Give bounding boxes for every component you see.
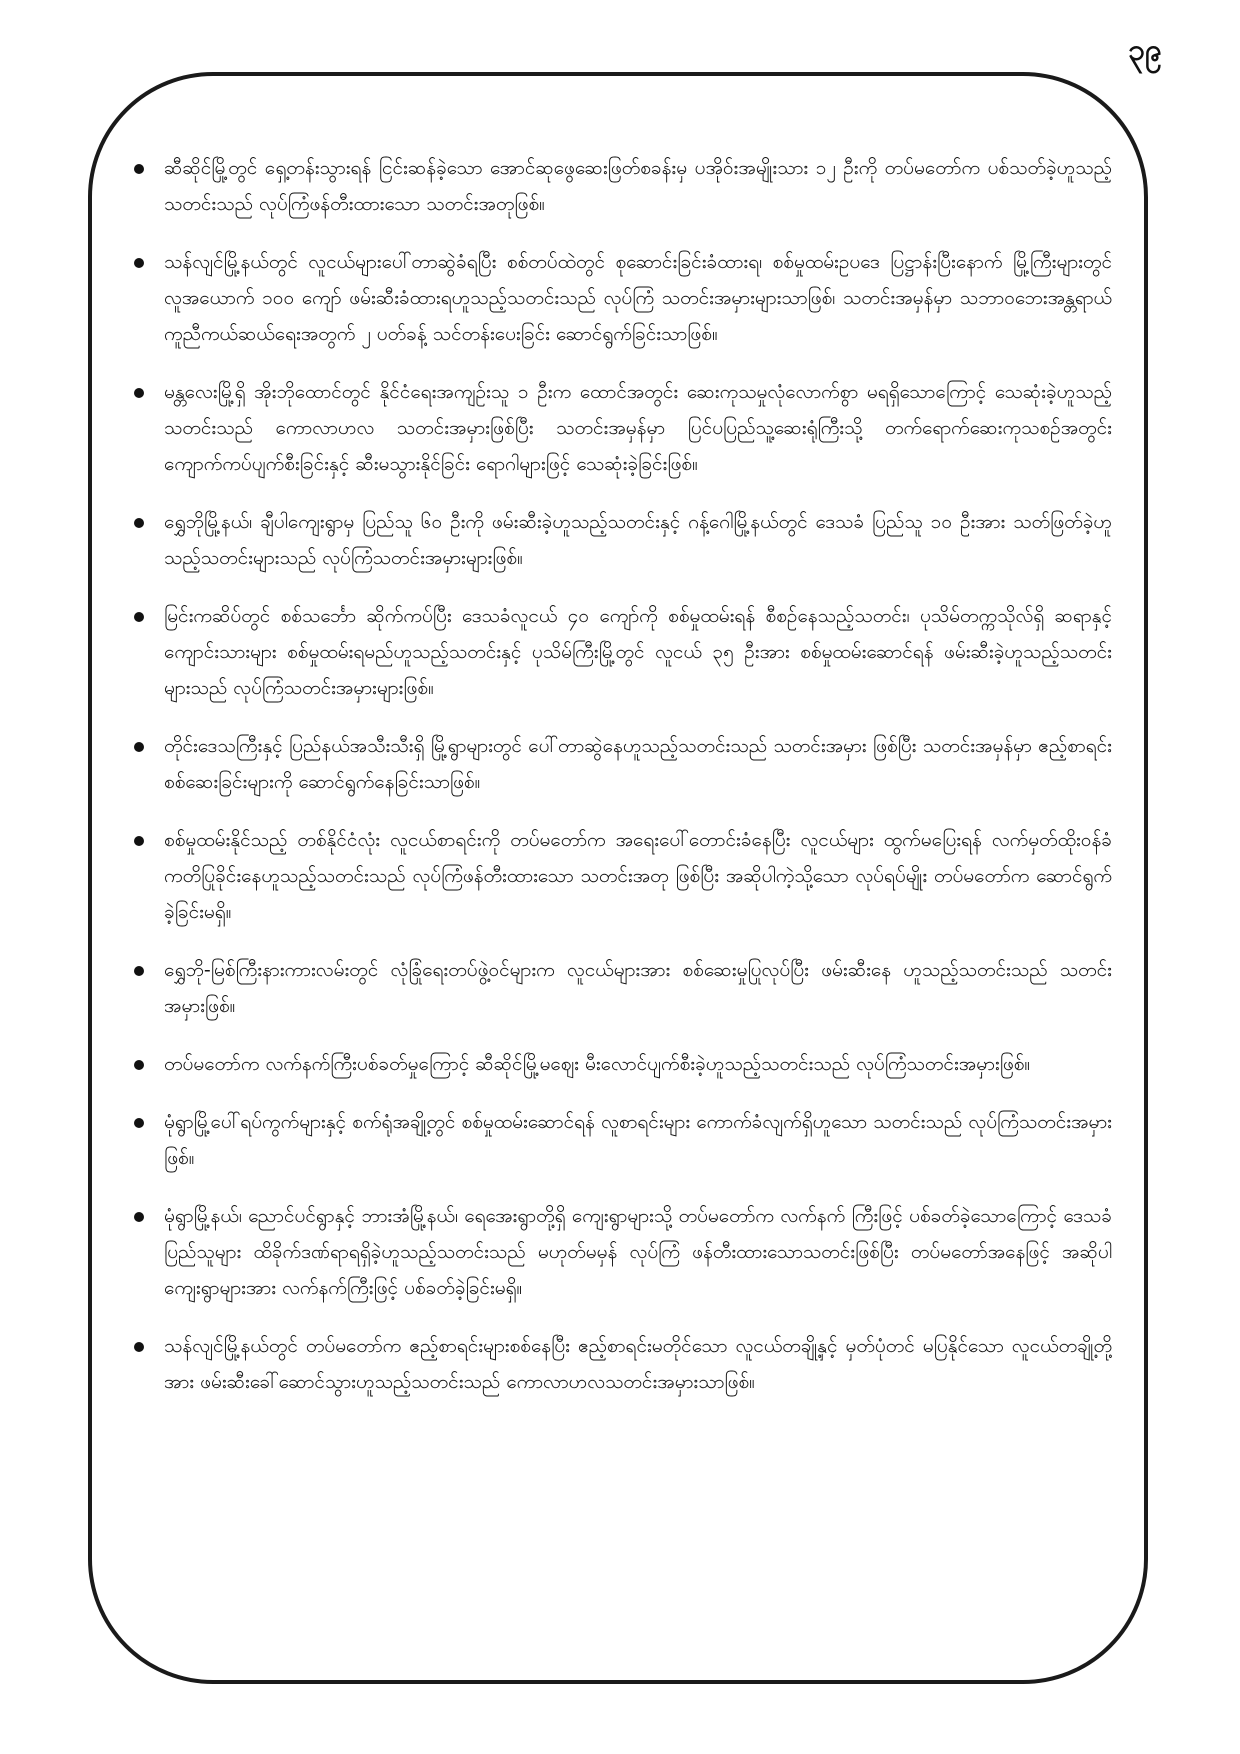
- list-item-text: မန္တလေးမြို့ရှိ အိုးဘိုထောင်တွင် နိုင်ငံရေးအကျဉ်းသူ ၁ ဦးက ထောင်အတွင်း ဆေးကုသမှုလုံလောက်စွာ မရရှိသောကြောင့် သေဆုံးခဲ့ဟူသည့်သတင်းသည် ကောလာဟလ သတင်းအမှားဖြစ်ပြီး သတင်းအမှန်မှာ ပြင်ပပြည်သူ့ဆေးရုံကြီးသို့ တက်ရောက်ဆေးကုသစဉ်အတွင်း ကျောက်ကပ်ပျက်စီးခြင်းနှင့် ဆီးမသွားနိုင်ခြင်း ရောဂါများဖြင့် သေဆုံးခဲ့ခြင်းဖြစ်။: [164, 381, 1112, 475]
- bullet-icon: [134, 742, 144, 752]
- bullet-icon: [134, 1342, 144, 1352]
- list-item-text: ရွှေဘိုမြို့နယ်၊ ချီပါကျေးရွာမှ ပြည်သူ ၆၀ ဦးကို ဖမ်းဆီးခဲ့ဟူသည့်သတင်းနှင့် ဂန့်ဂေါမြို့နယ်တွင် ဒေသခံ ပြည်သူ ၁၀ ဦးအား သတ်ဖြတ်ခဲ့ဟူသည့်သတင်းများသည် လုပ်ကြံသတင်းအမှားများဖြစ်။: [164, 511, 1112, 569]
- list-item-text: မုံရွာမြို့ပေါ်ရပ်ကွက်များနှင့် စက်ရုံအချို့တွင် စစ်မှုထမ်းဆောင်ရန် လူစာရင်းများ ကောက်ခံလျက်ရှိဟူသော သတင်းသည် လုပ်ကြံသတင်းအမှားဖြစ်။: [164, 1111, 1112, 1169]
- list-item: [134, 504, 1112, 576]
- bullet-icon: [134, 388, 144, 398]
- list-item-text: မြင်းကဆိပ်တွင် စစ်သင်္ဘော ဆိုက်ကပ်ပြီး ဒေသခံလူငယ် ၄၀ ကျော်ကို စစ်မှုထမ်းရန် စီစဉ်နေသည့်သတင်း၊ ပုသိမ်တက္ကသိုလ်ရှိ ဆရာနှင့် ကျောင်းသားများ စစ်မှုထမ်းရမည်ဟူသည့်သတင်းနှင့် ပုသိမ်ကြီးမြို့တွင် လူငယ် ၃၅ ဦးအား စစ်မှုထမ်းဆောင်ရန် ဖမ်းဆီးခဲ့ဟူသည့်သတင်းများသည် လုပ်ကြံသတင်းအမှားများဖြစ်။: [164, 605, 1112, 699]
- bullet-icon: [134, 612, 144, 622]
- bullet-icon: [134, 966, 144, 976]
- bullet-list: [134, 150, 1112, 1422]
- list-item: [134, 598, 1112, 706]
- list-item-text: ဆီဆိုင်မြို့တွင် ရှေ့တန်းသွားရန် ငြင်းဆန်ခဲ့သော အောင်ဆုဖွေဆေးဖြတ်စခန်းမှ ပအိုဝ်းအမျိုးသား ၁၂ ဦးကို တပ်မတော်က ပစ်သတ်ခဲ့ဟူသည့်သတင်းသည် လုပ်ကြံဖန်တီးထားသော သတင်းအတုဖြစ်။: [164, 157, 1112, 215]
- bullet-icon: [134, 258, 144, 268]
- list-item-text: တပ်မတော်က လက်နက်ကြီးပစ်ခတ်မှုကြောင့် ဆီဆိုင်မြို့မဈေး မီးလောင်ပျက်စီးခဲ့ဟူသည့်သတင်းသည် လုပ်ကြံသတင်းအမှားဖြစ်။: [164, 1053, 1031, 1075]
- list-item: [134, 244, 1112, 352]
- list-item: [134, 1198, 1112, 1306]
- list-item: [134, 728, 1112, 800]
- page-number: ၃၉: [1128, 33, 1162, 68]
- list-item: [134, 1328, 1112, 1400]
- list-item-text: စစ်မှုထမ်းနိုင်သည့် တစ်နိုင်ငံလုံး လူငယ်စာရင်းကို တပ်မတော်က အရေးပေါ်တောင်းခံနေပြီး လူငယ်များ ထွက်မပြေးရန် လက်မှတ်ထိုးဝန်ခံကတိပြုခိုင်းနေဟူသည့်သတင်းသည် လုပ်ကြံဖန်တီးထားသော သတင်းအတု ဖြစ်ပြီး အဆိုပါကဲ့သို့သော လုပ်ရပ်မျိုး တပ်မတော်က ဆောင်ရွက်ခဲ့ခြင်းမရှိ။: [164, 829, 1112, 923]
- bullet-icon: [134, 1118, 144, 1128]
- list-item-text: ရွှေဘို-မြစ်ကြီးနားကားလမ်းတွင် လုံခြုံရေးတပ်ဖွဲ့ဝင်များက လူငယ်များအား စစ်ဆေးမှုပြုလုပ်ပြီး ဖမ်းဆီးနေ ဟူသည့်သတင်းသည် သတင်းအမှားဖြစ်။: [164, 959, 1112, 1017]
- list-item: [134, 822, 1112, 930]
- list-item-text: သန်လျင်မြို့နယ်တွင် လူငယ်များပေါ်တာဆွဲခံရပြီး စစ်တပ်ထဲတွင် စုဆောင်းခြင်းခံထားရ၊ စစ်မှုထမ်းဥပဒေ ပြဋ္ဌာန်းပြီးနောက် မြို့ကြီးများတွင် လူအယောက် ၁၀၀ ကျော် ဖမ်းဆီးခံထားရဟူသည့်သတင်းသည် လုပ်ကြံ သတင်းအမှားများသာဖြစ်၊ သတင်းအမှန်မှာ သဘာဝဘေးအန္တရာယ် ကူညီကယ်ဆယ်ရေးအတွက် ၂ ပတ်ခန့် သင်တန်းပေးခြင်း ဆောင်ရွက်ခြင်းသာဖြစ်။: [164, 251, 1112, 345]
- list-item: [134, 1104, 1112, 1176]
- bullet-icon: [134, 836, 144, 846]
- list-item: [134, 952, 1112, 1024]
- bullet-icon: [134, 518, 144, 528]
- list-item-text: တိုင်းဒေသကြီးနှင့် ပြည်နယ်အသီးသီးရှိ မြို့ရွာများတွင် ပေါ်တာဆွဲနေဟူသည့်သတင်းသည် သတင်းအမှား ဖြစ်ပြီး သတင်းအမှန်မှာ ဧည့်စာရင်းစစ်ဆေးခြင်းများကို ဆောင်ရွက်နေခြင်းသာဖြစ်။: [164, 735, 1112, 793]
- list-item-text: မုံရွာမြို့နယ်၊ ညောင်ပင်ရွာနှင့် ဘားအံမြို့နယ်၊ ရေအေးရွာတို့ရှိ ကျေးရွာများသို့ တပ်မတော်က လက်နက် ကြီးဖြင့် ပစ်ခတ်ခဲ့သောကြောင့် ဒေသခံပြည်သူများ ထိခိုက်ဒဏ်ရာရရှိခဲ့ဟူသည့်သတင်းသည် မဟုတ်မမှန် လုပ်ကြံ ဖန်တီးထားသောသတင်းဖြစ်ပြီး တပ်မတော်အနေဖြင့် အဆိုပါကျေးရွာများအား လက်နက်ကြီးဖြင့် ပစ်ခတ်ခဲ့ခြင်းမရှိ။: [164, 1205, 1112, 1299]
- list-item-text: သန်လျင်မြို့နယ်တွင် တပ်မတော်က ဧည့်စာရင်းများစစ်နေပြီး ဧည့်စာရင်းမတိုင်သော လူငယ်တချို့နှင့် မှတ်ပုံတင် မပြနိုင်သော လူငယ်တချို့တို့အား ဖမ်းဆီးခေါ်ဆောင်သွားဟူသည့်သတင်းသည် ကောလာဟလသတင်းအမှားသာဖြစ်။: [164, 1335, 1112, 1393]
- list-item: [134, 150, 1112, 222]
- list-item: [134, 1046, 1112, 1082]
- list-item: [134, 374, 1112, 482]
- bullet-icon: [134, 1212, 144, 1222]
- bullet-icon: [134, 1060, 144, 1070]
- bullet-icon: [134, 164, 144, 174]
